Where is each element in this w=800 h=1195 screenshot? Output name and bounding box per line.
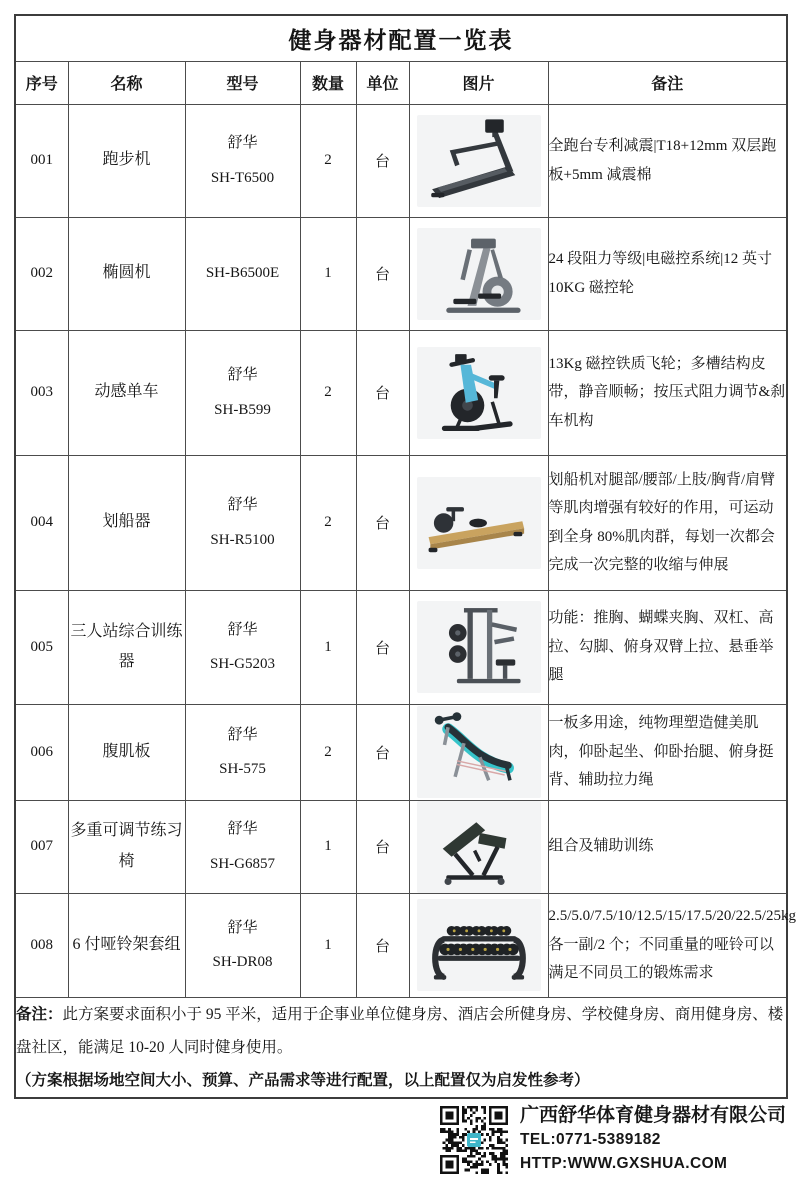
brand-name: 舒华	[227, 726, 258, 743]
equipment-model	[185, 455, 300, 590]
model-number: SH-B599	[214, 401, 271, 418]
elliptical-image	[417, 228, 541, 320]
column-header-qty: 数量	[300, 61, 356, 104]
equipment-model	[185, 104, 300, 217]
row-number: 007	[15, 800, 68, 893]
product-image-cell	[409, 590, 548, 704]
notes-disclaimer: （方案根据场地空间大小、预算、产品需求等进行配置，以上配置仅为启发性参考）	[16, 1072, 590, 1090]
product-image-cell	[409, 330, 548, 455]
quantity-value: 2	[300, 455, 356, 590]
unit-value: 台	[356, 330, 409, 455]
model-number: SH-G6857	[209, 855, 275, 872]
notes-cell	[15, 997, 787, 1098]
row-number: 003	[15, 330, 68, 455]
table-row	[15, 704, 787, 800]
dumbbell-rack-image	[417, 899, 541, 991]
notes-text: 此方案要求面积小于 95 平米，适用于企事业单位健身房、酒店会所健身房、学校健身房、商用健身房、楼盘社区，能满足 10-20 人同时健身使用。	[16, 1005, 784, 1056]
row-number: 008	[15, 893, 68, 997]
qr-code	[440, 1106, 508, 1174]
remark-text: 13Kg 磁控铁质飞轮；多槽结构皮带，静音顺畅；按压式阻力调节&刹车机构	[548, 330, 787, 455]
phone-number: TEL:0771-5389182	[519, 1130, 661, 1148]
model-number: SH-B6500E	[205, 265, 280, 282]
unit-value: 台	[356, 104, 409, 217]
model-number: SH-R5100	[210, 531, 275, 548]
adjustable-bench-image	[417, 801, 541, 893]
column-header-remark: 备注	[548, 61, 787, 104]
column-header-name: 名称	[68, 61, 185, 104]
website-url: HTTP:WWW.GXSHUA.COM	[519, 1154, 728, 1172]
table-row	[15, 800, 787, 893]
equipment-model	[185, 217, 300, 330]
remark-text: 24 段阻力等级|电磁控系统|12 英寸 10KG 磁控轮	[548, 217, 787, 330]
header-row	[15, 61, 787, 104]
row-number: 006	[15, 704, 68, 800]
table-row	[15, 893, 787, 997]
footer-text	[520, 1104, 786, 1176]
quantity-value: 2	[300, 330, 356, 455]
equipment-name: 多重可调节练习椅	[68, 800, 185, 893]
row-number: 001	[15, 104, 68, 217]
quantity-value: 1	[300, 893, 356, 997]
equipment-name: 跑步机	[68, 104, 185, 217]
treadmill-image	[417, 115, 541, 207]
brand-name: 舒华	[227, 821, 258, 837]
product-image-cell	[409, 455, 548, 590]
model-number: SH-575	[219, 761, 266, 777]
table-row	[15, 455, 787, 590]
unit-value: 台	[356, 455, 409, 590]
equipment-config-sheet	[14, 14, 797, 1099]
row-number: 004	[15, 455, 68, 590]
remark-text: 全跑台专利减震|T18+12mm 双层跑板+5mm 减震棉	[548, 104, 787, 217]
model-number: SH-T6500	[210, 169, 275, 186]
table-row	[15, 330, 787, 455]
notes-label: 备注：	[16, 1005, 63, 1023]
equipment-name: 腹肌板	[68, 704, 185, 800]
column-header-no: 序号	[15, 61, 68, 104]
brand-name: 舒华	[227, 135, 258, 151]
company-name: 广西舒华体育健身器材有限公司	[519, 1105, 786, 1126]
equipment-model	[185, 330, 300, 455]
product-image-cell	[409, 704, 548, 800]
equipment-name: 椭圆机	[68, 217, 185, 330]
model-number: SH-G5203	[209, 656, 275, 672]
remark-text: 2.5/5.0/7.5/10/12.5/15/17.5/20/22.5/25kg 各一副/2 个；不同重量的哑铃可以满足不同员工的锻炼需求	[548, 893, 787, 997]
table-row	[15, 217, 787, 330]
table-row	[15, 590, 787, 704]
equipment-model	[185, 704, 300, 800]
brand-name: 舒华	[227, 497, 258, 513]
equipment-name: 三人站综合训练器	[68, 590, 185, 704]
company-footer	[440, 1104, 786, 1176]
model-number: SH-DR08	[212, 954, 273, 970]
equipment-table	[14, 14, 797, 1099]
quantity-value: 2	[300, 104, 356, 217]
remark-text: 一板多用途，纯物理塑造健美肌肉，仰卧起坐、仰卧抬腿、俯身挺背、辅助拉力绳	[548, 704, 787, 800]
quantity-value: 1	[300, 590, 356, 704]
product-image-cell	[409, 800, 548, 893]
column-header-image: 图片	[409, 61, 548, 104]
equipment-model	[185, 800, 300, 893]
unit-value: 台	[356, 217, 409, 330]
title-row	[15, 15, 787, 61]
quantity-value: 1	[300, 217, 356, 330]
remark-text: 组合及辅助训练	[548, 800, 787, 893]
equipment-name: 6 付哑铃架套组	[68, 893, 185, 997]
equipment-name: 划船器	[68, 455, 185, 590]
brand-name: 舒华	[227, 621, 258, 638]
product-image-cell	[409, 893, 548, 997]
brand-name: 舒华	[227, 367, 258, 383]
remark-text: 划船机对腿部/腰部/上肢/胸背/肩臂等肌肉增强有较好的作用，可运动到全身 80%肌肉群，每划一次都会完成一次完整的收缩与伸展	[548, 455, 787, 590]
page-title: 健身器材配置一览表	[15, 15, 787, 61]
multi-gym-image	[417, 601, 541, 693]
quantity-value: 2	[300, 704, 356, 800]
equipment-model	[185, 893, 300, 997]
notes-row	[15, 997, 787, 1098]
unit-value: 台	[356, 704, 409, 800]
quantity-value: 1	[300, 800, 356, 893]
product-image-cell	[409, 104, 548, 217]
sit-up-bench-image	[417, 706, 541, 798]
row-number: 005	[15, 590, 68, 704]
brand-name: 舒华	[227, 919, 258, 936]
unit-value: 台	[356, 893, 409, 997]
equipment-model	[185, 590, 300, 704]
unit-value: 台	[356, 590, 409, 704]
spin-bike-image	[417, 347, 541, 439]
row-number: 002	[15, 217, 68, 330]
equipment-rows	[15, 104, 797, 997]
remark-text: 功能：推胸、蝴蝶夹胸、双杠、高拉、勾脚、俯身双臂上拉、悬垂举腿	[548, 590, 787, 704]
product-image-cell	[409, 217, 548, 330]
column-header-model: 型号	[185, 61, 300, 104]
rowing-machine-image	[417, 477, 541, 569]
table-row	[15, 104, 787, 217]
equipment-name: 动感单车	[68, 330, 185, 455]
unit-value: 台	[356, 800, 409, 893]
column-header-unit: 单位	[356, 61, 409, 104]
